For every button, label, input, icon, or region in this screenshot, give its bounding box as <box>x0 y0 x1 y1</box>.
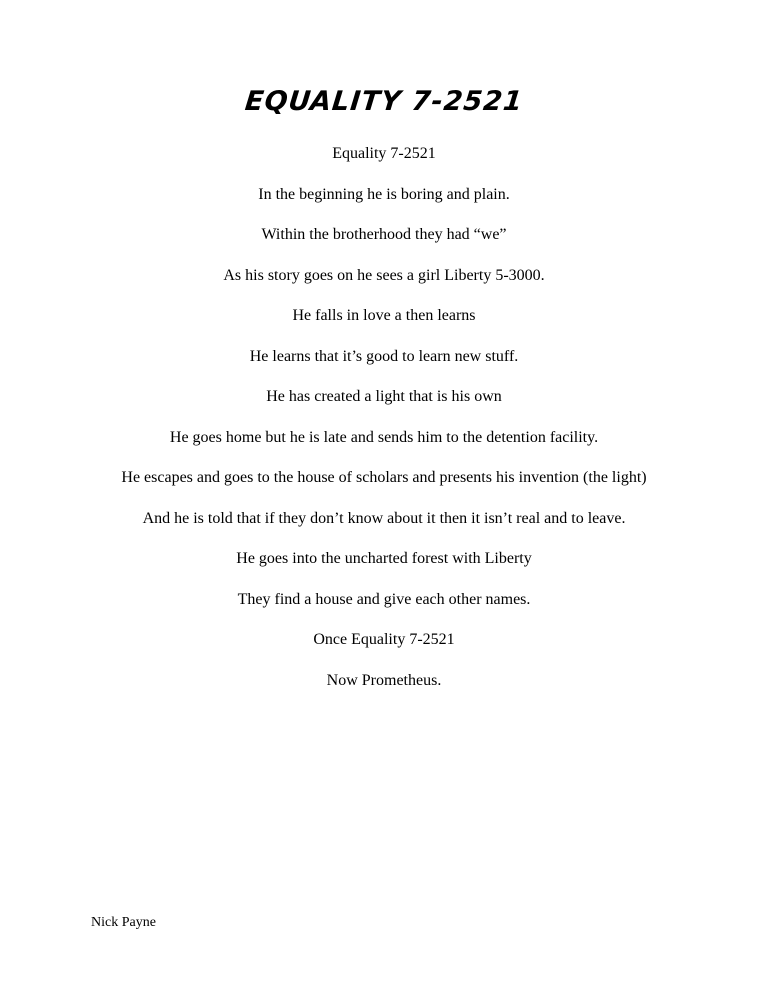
poem-line: And he is told that if they don’t know about it then it isn’t real and to leave. <box>142 509 626 527</box>
poem-line: Once Equality 7-2521 <box>313 631 455 648</box>
poem-line: He has created a light that is his own <box>266 388 502 405</box>
poem-line: He falls in love a then learns <box>292 307 476 324</box>
poem-line: He learns that it’s good to learn new stuff. <box>249 347 519 365</box>
poem-line: He escapes and goes to the house of scholars and presents his invention (the light) <box>121 469 647 486</box>
poem-line: Now Prometheus. <box>326 671 442 689</box>
poem-line: He goes home but he is late and sends him to the detention facility. <box>169 428 599 446</box>
poem-line: Equality 7-2521 <box>332 145 436 162</box>
poem-line: As his story goes on he sees a girl Liberty 5-3000. <box>223 266 545 284</box>
poem-line: Within the brotherhood they had “we” <box>261 226 507 243</box>
poem-body <box>0 142 768 709</box>
poem-line: They find a house and give each other names. <box>237 590 531 608</box>
poem-line: He goes into the uncharted forest with Liberty <box>236 550 532 567</box>
poem-line: In the beginning he is boring and plain. <box>258 185 510 203</box>
author-name: Nick Payne <box>91 915 156 930</box>
document-title: EQUALITY 7-2521 <box>243 86 525 117</box>
